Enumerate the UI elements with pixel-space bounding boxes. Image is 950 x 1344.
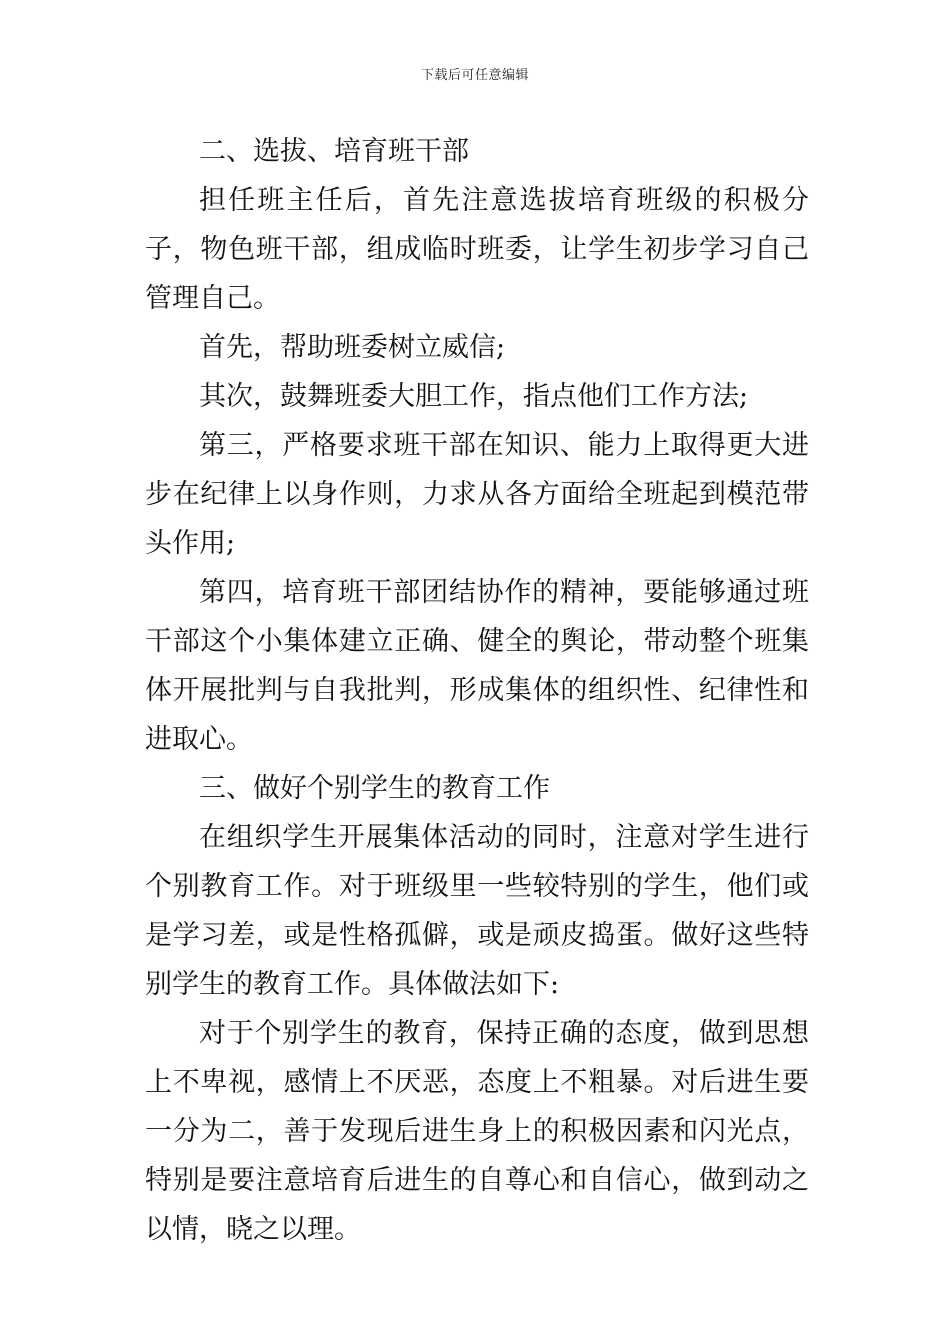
body-paragraph: 对于个别学生的教育，保持正确的态度，做到思想上不卑视，感情上不厌恶，态度上不粗暴。对后进生要一分为二，善于发现后进生身上的积极因素和闪光点，特别是要注意培育后进生的自尊心和自信心，做到动之以情，晓之以理。 xyxy=(145,1018,809,1245)
body-paragraph: 第四，培育班干部团结协作的精神，要能够通过班干部这个小集体建立正确、健全的舆论，带动整个班集体开展批判与自我批判，形成集体的组织性、纪律性和进取心。 xyxy=(145,577,809,755)
section-heading-3: 三、做好个别学生的教育工作 xyxy=(199,773,550,804)
body-paragraph: 担任班主任后，首先注意选拔培育班级的积极分子，物色班干部，组成临时班委，让学生初步学习自己管理自己。 xyxy=(145,185,809,314)
section-heading-2: 二、选拔、培育班干部 xyxy=(199,136,469,167)
document-body xyxy=(145,127,809,1254)
body-paragraph: 首先，帮助班委树立威信; xyxy=(199,332,506,363)
body-paragraph: 其次，鼓舞班委大胆工作，指点他们工作方法; xyxy=(199,381,749,412)
page-header-note: 下载后可任意编辑 xyxy=(420,68,529,83)
body-paragraph: 第三，严格要求班干部在知识、能力上取得更大进步在纪律上以身作则，力求从各方面给全班起到模范带头作用; xyxy=(145,430,809,559)
body-paragraph: 在组织学生开展集体活动的同时，注意对学生进行个别教育工作。对于班级里一些较特别的学生，他们或是学习差，或是性格孤僻，或是顽皮捣蛋。做好这些特别学生的教育工作。具体做法如下: xyxy=(145,822,809,1000)
